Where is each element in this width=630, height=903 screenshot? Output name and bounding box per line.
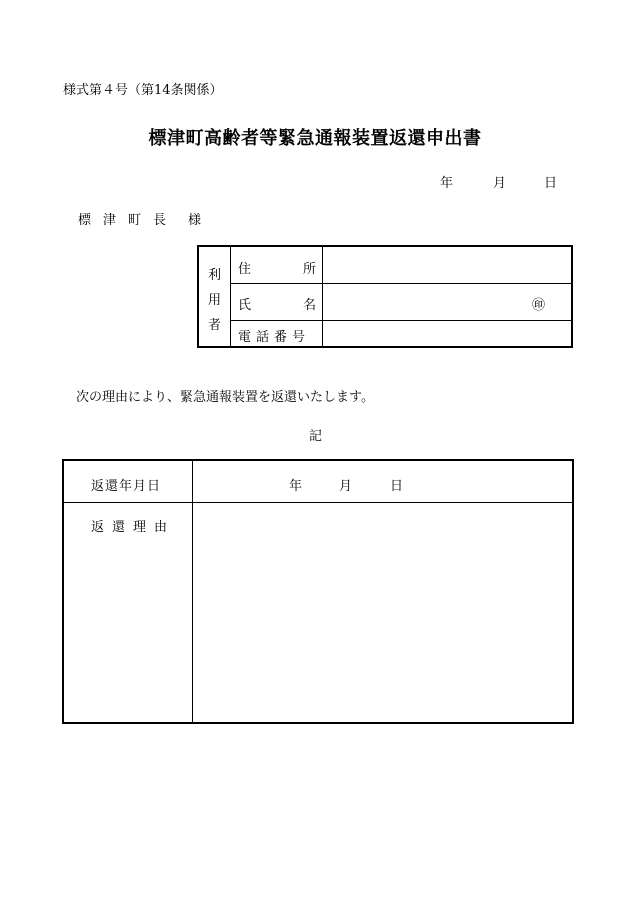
return-date-day: 日 [390,479,404,494]
return-date-field[interactable] [289,475,403,494]
phone-label: 電話番号 [238,330,311,345]
return-date-month: 月 [339,479,353,494]
date-year-label: 年 [440,176,454,191]
return-date-label: 返還年月日 [91,479,162,494]
addressee [78,209,201,228]
user-info-table [197,245,573,348]
address-label-b: 所 [303,262,317,277]
addressee-name: 標津町長 [78,213,179,228]
submission-date [440,172,557,191]
side-label-char: 用 [207,293,221,308]
document-title: 標津町高齢者等緊急通報装置返還申出書 [148,128,482,149]
statement-text: 次の理由により、緊急通報装置を返還いたします。 [76,390,374,405]
addressee-honorific: 様 [188,213,202,228]
side-label-char: 利 [207,268,221,283]
row-divider [231,320,571,321]
date-month-label: 月 [493,176,507,191]
row-divider [231,283,571,284]
row-divider [64,502,572,503]
date-day-label: 日 [544,176,558,191]
ki-heading: 記 [309,429,323,444]
form-number: 様式第４号（第14条関係） [63,83,223,98]
return-reason-label: 返還理由 [91,520,176,535]
column-divider [192,461,193,722]
seal-mark: ㊞ [532,298,546,313]
user-side-label [199,247,231,346]
return-table [62,459,574,724]
name-label-b: 名 [303,298,317,313]
side-label-char: 者 [207,318,221,333]
address-label-a: 住 [238,262,252,277]
name-label-a: 氏 [238,298,252,313]
return-date-year: 年 [289,479,303,494]
